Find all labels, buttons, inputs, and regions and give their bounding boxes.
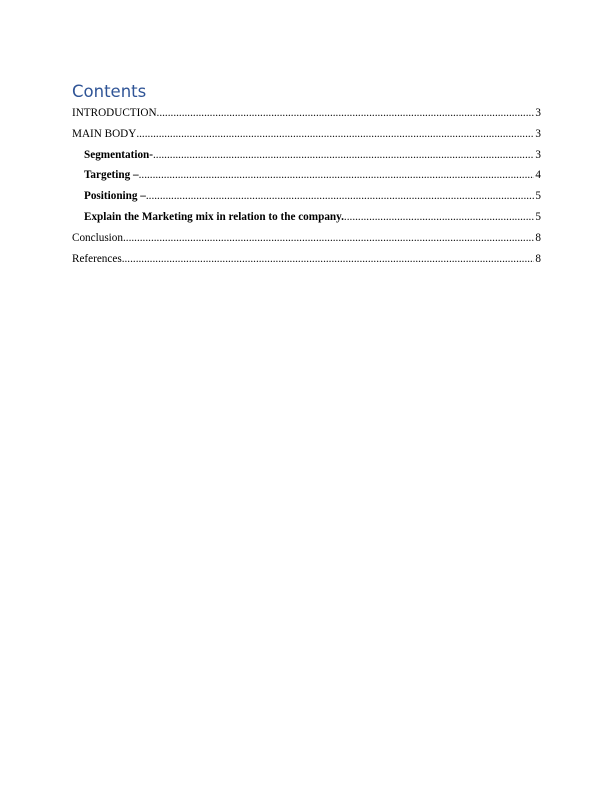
toc-page-number: 5: [535, 210, 541, 223]
toc-page-number: 3: [535, 127, 541, 140]
toc-entry-label: INTRODUCTION: [72, 107, 157, 119]
toc-dot-leader: [146, 186, 535, 207]
toc-entry-label: References: [72, 252, 122, 265]
toc-page-number: 3: [535, 148, 541, 161]
toc-entry-references[interactable]: [72, 249, 541, 270]
toc-entry-marketing-mix[interactable]: [72, 207, 541, 228]
toc-entry-label: Conclusion: [72, 231, 123, 244]
toc-dot-leader: [344, 207, 534, 228]
toc-entry-label: MAIN BODY: [72, 127, 137, 140]
toc-entry-segmentation[interactable]: [72, 145, 541, 166]
toc-page-number: 4: [535, 169, 541, 182]
toc-dot-leader: [139, 165, 535, 186]
toc-page-number: 8: [535, 231, 541, 244]
toc-entry-label: Explain the Marketing mix in relation to the company.: [84, 210, 344, 223]
toc-entry-conclusion[interactable]: [72, 228, 541, 249]
toc-page-number: 3: [535, 107, 541, 119]
toc-entry-introduction[interactable]: [72, 103, 541, 124]
toc-dot-leader: [136, 124, 534, 145]
toc-entry-positioning[interactable]: [72, 186, 541, 207]
table-of-contents: [72, 82, 541, 269]
toc-dot-leader: [157, 103, 535, 124]
toc-page-number: 8: [535, 252, 541, 265]
toc-dot-leader: [123, 228, 534, 249]
toc-dot-leader: [122, 249, 535, 270]
toc-entry-targeting[interactable]: [72, 165, 541, 186]
toc-entry-label: Targeting –: [84, 169, 139, 182]
toc-dot-leader: [153, 145, 534, 166]
toc-entry-label: Positioning –: [84, 190, 146, 203]
toc-entry-main-body[interactable]: [72, 124, 541, 145]
toc-entry-label: Segmentation-: [84, 148, 153, 161]
toc-list: [72, 103, 541, 269]
toc-heading: Contents: [72, 82, 147, 101]
toc-page-number: 5: [535, 190, 541, 203]
